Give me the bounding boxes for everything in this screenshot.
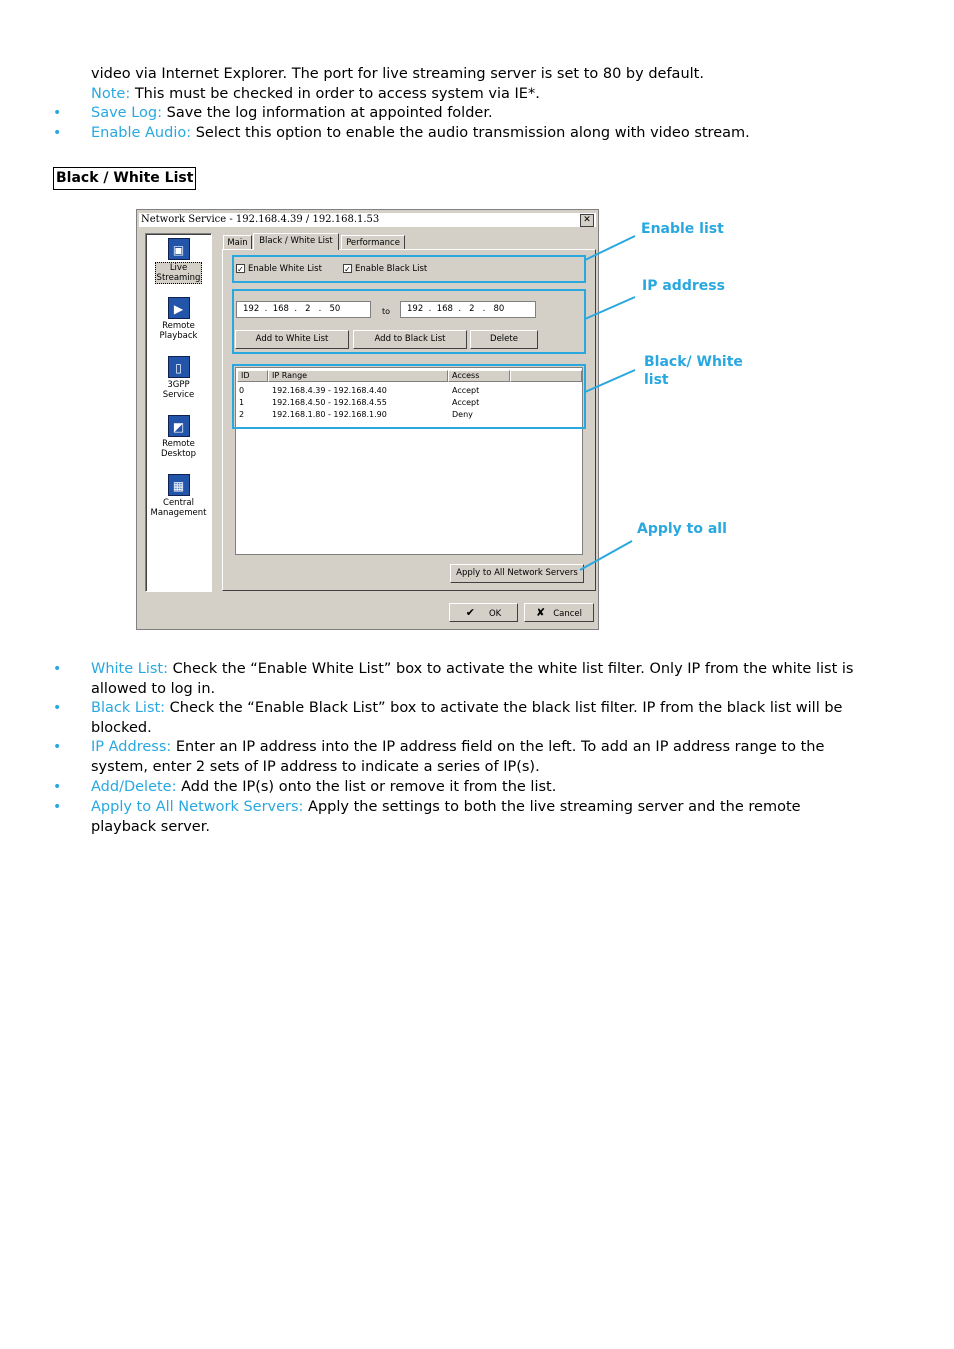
close-icon[interactable]: ✕ bbox=[580, 214, 594, 227]
grid-icon: ▦ bbox=[168, 474, 190, 496]
detail-text: Check the “Enable White List” box to activate the white list filter. Only IP from the white list is bbox=[168, 661, 854, 677]
ok-label: OK bbox=[488, 609, 502, 619]
section-heading: Black / White List bbox=[53, 167, 196, 190]
nav-item-live-streaming[interactable] bbox=[146, 238, 211, 284]
ok-button[interactable] bbox=[449, 603, 518, 622]
nav-label-line: Playback bbox=[159, 331, 198, 341]
tab-main[interactable]: Main bbox=[223, 235, 252, 249]
annotation-apply-all: Apply to all bbox=[637, 521, 727, 537]
save-log-label: Save Log: bbox=[91, 105, 162, 121]
annotation-enable-list: Enable list bbox=[641, 221, 724, 237]
cancel-label: Cancel bbox=[553, 609, 582, 619]
column-header-ip-range[interactable]: IP Range bbox=[268, 370, 448, 382]
nav-label-line: Management bbox=[150, 508, 207, 518]
check-icon: ✔ bbox=[465, 606, 475, 619]
detail-white-list bbox=[91, 660, 891, 699]
monitor-icon: ▣ bbox=[168, 238, 190, 260]
detail-ip-address bbox=[91, 738, 891, 777]
column-header-access[interactable]: Access bbox=[448, 370, 510, 382]
service-nav bbox=[145, 233, 212, 592]
to-label: to bbox=[382, 307, 391, 316]
dialog-title-text: Network Service - 192.168.4.39 / 192.168.1.53 bbox=[141, 214, 380, 225]
nav-item-central-management[interactable] bbox=[146, 474, 211, 518]
dialog-title bbox=[139, 213, 596, 227]
tab-black-white-list[interactable]: Black / White List bbox=[253, 233, 339, 250]
black-white-list-highlight bbox=[232, 364, 586, 429]
network-service-dialog bbox=[136, 209, 599, 630]
detail-text: playback server. bbox=[91, 818, 210, 835]
save-log-text: Save the log information at appointed folder. bbox=[162, 105, 493, 121]
intro-line: video via Internet Explorer. The port for live streaming server is set to 80 by default. bbox=[91, 66, 704, 82]
enable-audio-text: Select this option to enable the audio transmission along with video stream. bbox=[191, 125, 750, 141]
detail-add-delete bbox=[91, 778, 891, 798]
row-id: 1 bbox=[239, 398, 245, 407]
row-id: 0 bbox=[239, 386, 245, 395]
row-id: 2 bbox=[239, 410, 245, 419]
note-text: This must be checked in order to access system via IE*. bbox=[130, 86, 540, 102]
detail-label: Add/Delete: bbox=[91, 779, 177, 795]
nav-label-line: Remote bbox=[162, 439, 195, 449]
enable-black-checkbox[interactable] bbox=[343, 264, 427, 275]
nav-label-line: Desktop bbox=[160, 449, 197, 459]
delete-button[interactable]: Delete bbox=[470, 330, 538, 349]
bullet-glyph: • bbox=[53, 700, 62, 716]
ip-to-input[interactable]: 192 . 168 . 2 . 80 bbox=[400, 301, 536, 318]
phone-icon: ▯ bbox=[168, 356, 190, 378]
annotation-ip-address: IP address bbox=[642, 278, 725, 294]
detail-text: system, enter 2 sets of IP address to indicate a series of IP(s). bbox=[91, 758, 540, 775]
nav-label-line: Remote bbox=[162, 321, 195, 331]
nav-label bbox=[155, 262, 203, 284]
column-header-id[interactable]: ID bbox=[237, 370, 268, 382]
detail-text: Add the IP(s) onto the list or remove it from the list. bbox=[176, 779, 557, 795]
nav-label-line: Streaming bbox=[156, 273, 201, 283]
nav-item-3gpp-service[interactable] bbox=[146, 356, 211, 400]
detail-text: Check the “Enable Black List” box to activate the black list filter. IP from the black list will be bbox=[165, 700, 843, 716]
row-ip-range: 192.168.4.39 - 192.168.4.40 bbox=[272, 386, 387, 395]
tab-performance[interactable]: Performance bbox=[341, 235, 405, 249]
nav-label-line: 3GPP bbox=[167, 380, 190, 390]
nav-item-remote-desktop[interactable] bbox=[146, 415, 211, 459]
row-access: Accept bbox=[452, 398, 480, 407]
row-ip-range: 192.168.1.80 - 192.168.1.90 bbox=[272, 410, 387, 419]
nav-label-line: Service bbox=[162, 390, 195, 400]
playback-icon: ▶ bbox=[168, 297, 190, 319]
detail-label: Apply to All Network Servers: bbox=[91, 799, 304, 815]
bullet-glyph: • bbox=[53, 105, 62, 121]
detail-text: blocked. bbox=[91, 719, 152, 736]
cross-icon: ✘ bbox=[535, 606, 546, 619]
apply-all-servers-button[interactable]: Apply to All Network Servers bbox=[450, 564, 584, 583]
row-ip-range: 192.168.4.50 - 192.168.4.55 bbox=[272, 398, 387, 407]
bullet-glyph: • bbox=[53, 661, 62, 677]
detail-label: Black List: bbox=[91, 700, 166, 716]
bullet-glyph: • bbox=[53, 125, 62, 141]
add-white-list-button[interactable]: Add to White List bbox=[235, 330, 349, 349]
bullet-glyph: • bbox=[53, 779, 62, 795]
detail-label: White List: bbox=[91, 661, 169, 677]
nav-label-line: Live bbox=[169, 263, 188, 273]
detail-apply-all bbox=[91, 798, 891, 837]
annotation-bw-list-line2: list bbox=[644, 372, 669, 388]
annotation-bw-list-line1: Black/ White bbox=[644, 354, 743, 370]
detail-text: Apply the settings to both the live streaming server and the remote bbox=[303, 799, 801, 815]
enable-white-checkbox[interactable] bbox=[236, 264, 322, 275]
desktop-icon: ◩ bbox=[168, 415, 190, 437]
detail-text: allowed to log in. bbox=[91, 680, 216, 697]
note-label: Note: bbox=[91, 86, 131, 102]
detail-black-list bbox=[91, 699, 891, 738]
enable-black-label: Enable Black List bbox=[355, 264, 428, 274]
row-access: Accept bbox=[452, 386, 480, 395]
enable-white-label: Enable White List bbox=[248, 264, 322, 274]
nav-label-line: Central bbox=[163, 498, 194, 508]
cancel-button[interactable] bbox=[524, 603, 594, 622]
enable-audio-label: Enable Audio: bbox=[91, 125, 192, 141]
save-log-item bbox=[91, 104, 891, 124]
nav-item-remote-playback[interactable] bbox=[146, 297, 211, 341]
detail-label: IP Address: bbox=[91, 739, 172, 755]
bullet-glyph: • bbox=[53, 739, 62, 755]
add-black-list-button[interactable]: Add to Black List bbox=[353, 330, 467, 349]
ip-from-input[interactable]: 192 . 168 . 2 . 50 bbox=[236, 301, 371, 318]
row-access: Deny bbox=[452, 410, 473, 419]
bullet-glyph: • bbox=[53, 799, 62, 815]
detail-text: Enter an IP address into the IP address field on the left. To add an IP address range to the bbox=[171, 739, 825, 755]
intro-note bbox=[91, 85, 891, 105]
check-icon: ✓ bbox=[344, 265, 351, 274]
check-icon: ✓ bbox=[237, 265, 244, 274]
enable-audio-item bbox=[91, 124, 891, 144]
